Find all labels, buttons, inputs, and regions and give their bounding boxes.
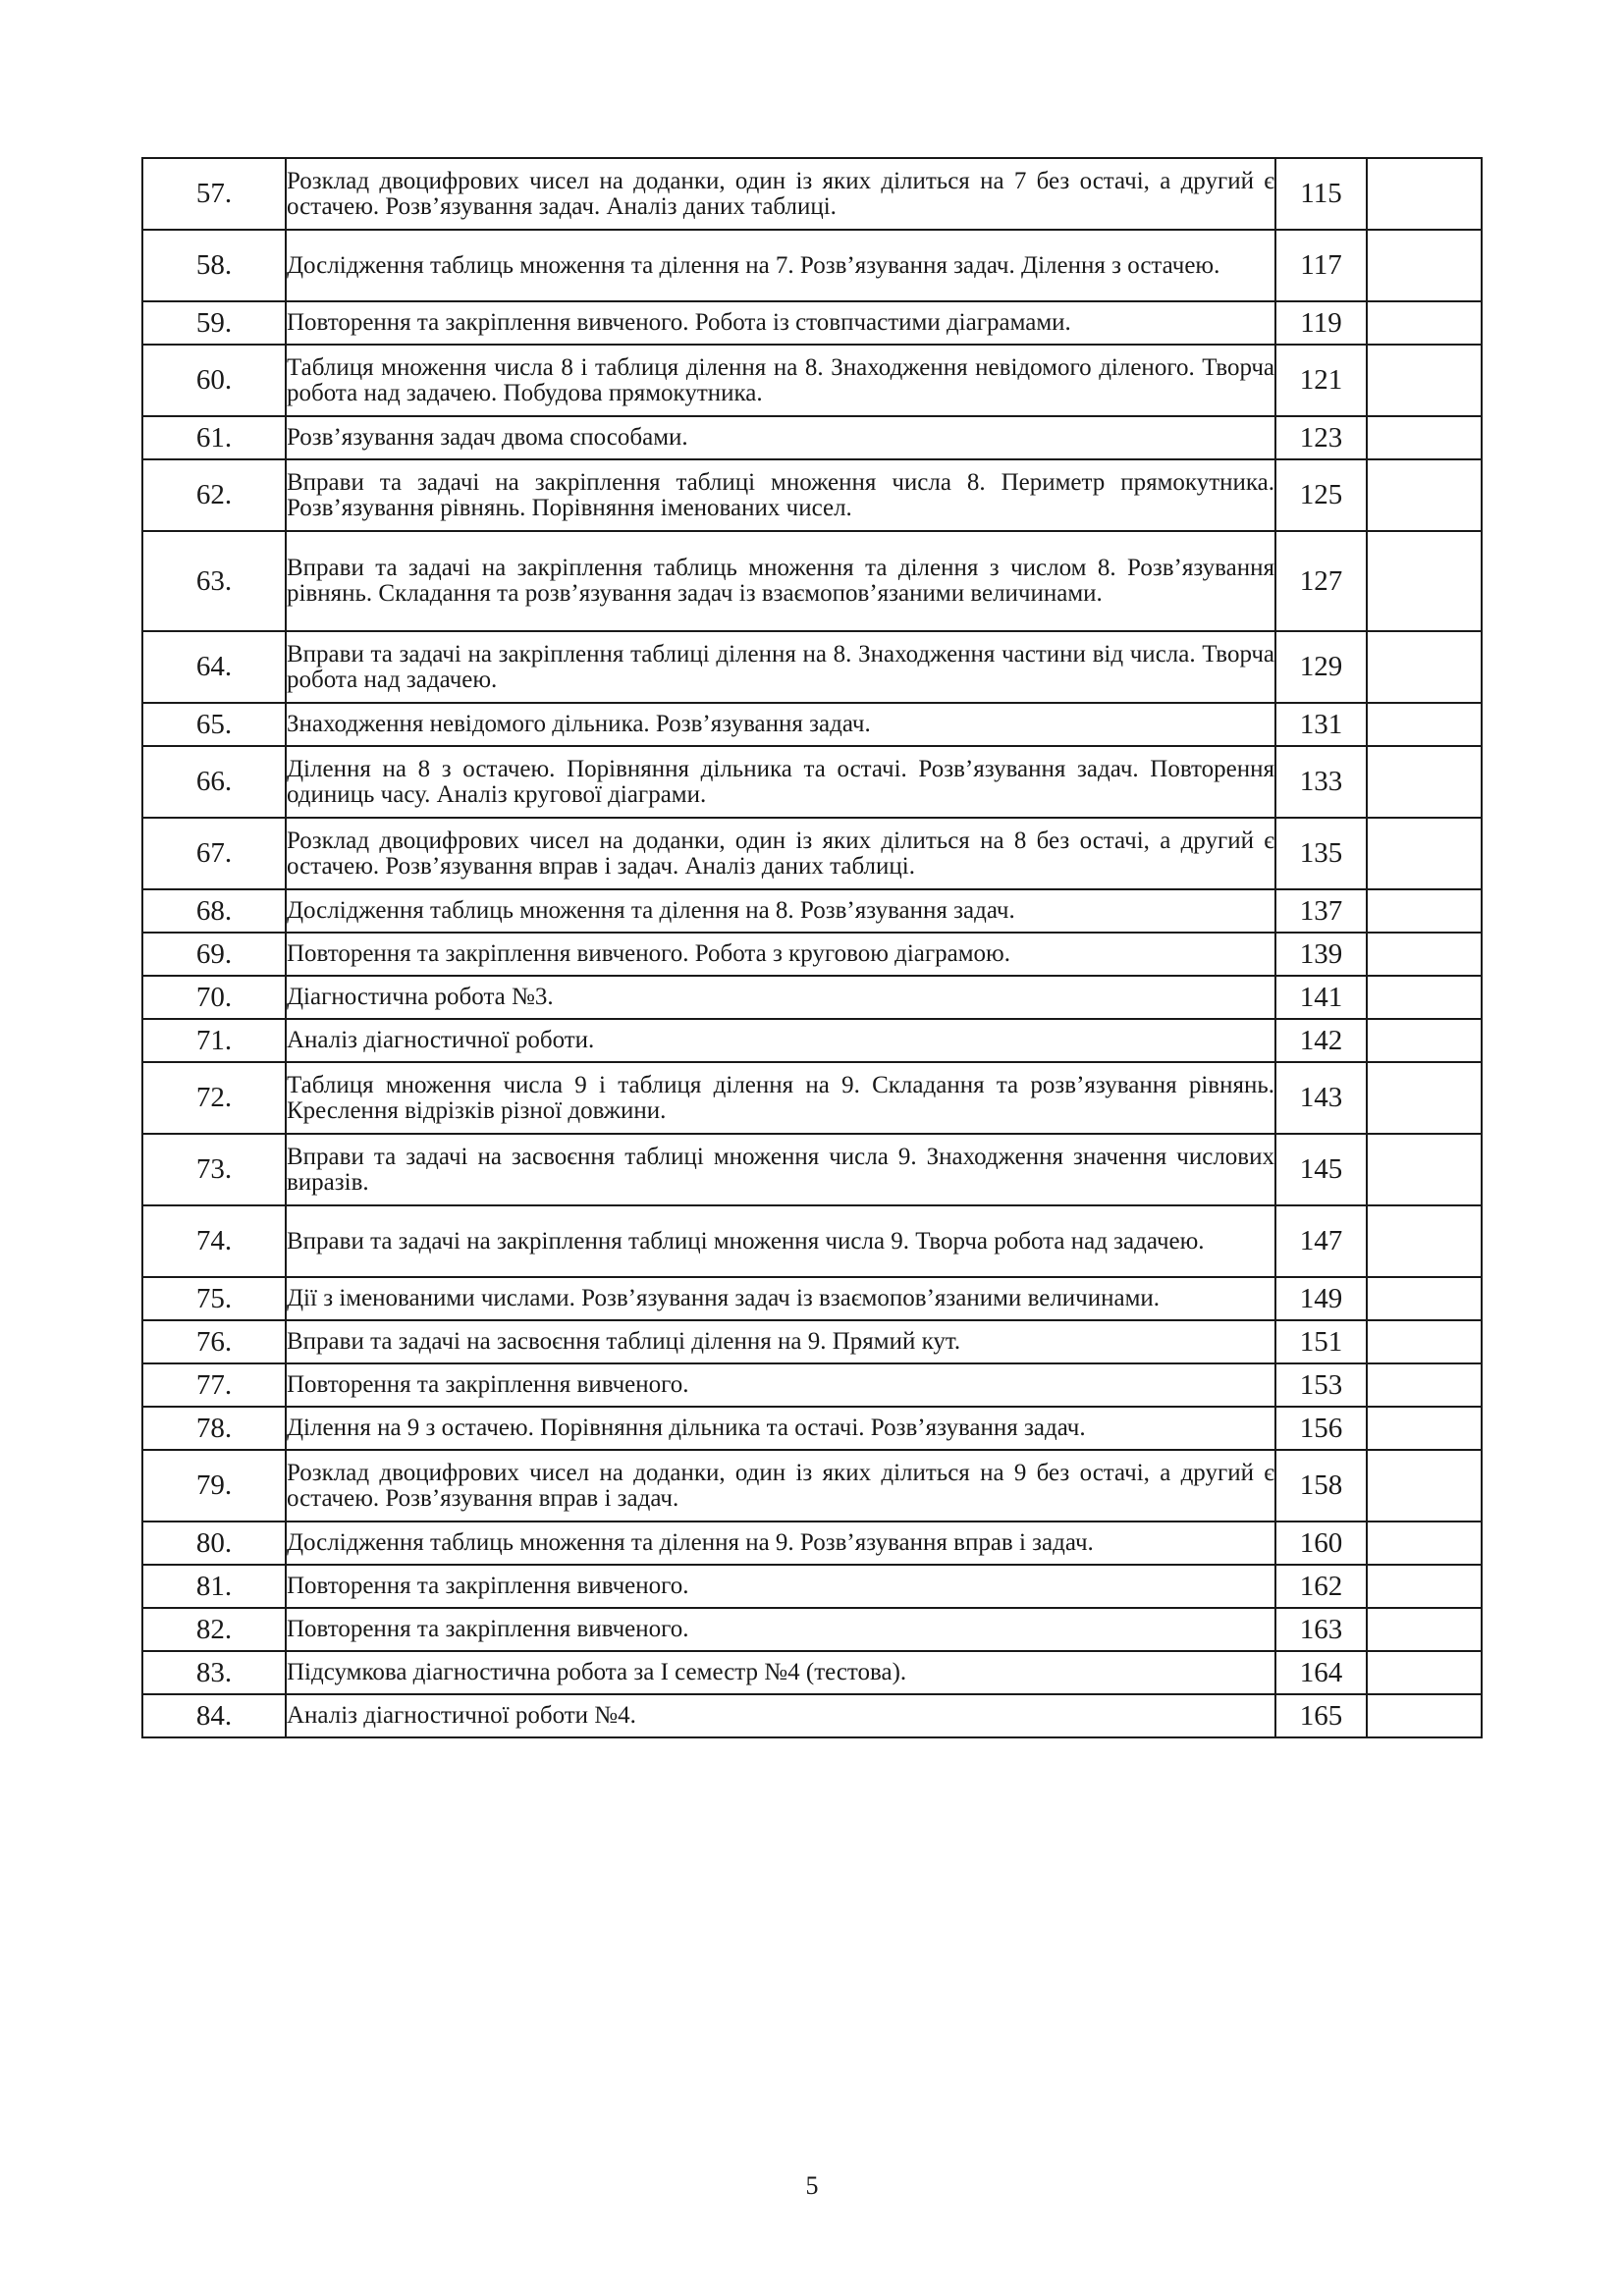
lesson-row — [142, 889, 1482, 933]
lesson-topic: Повторення та закріплення вивченого. — [286, 1608, 1275, 1651]
lesson-topic: Повторення та закріплення вивченого. Робота із стовпчастими діаграмами. — [286, 301, 1275, 345]
lesson-number: 73. — [142, 1134, 286, 1205]
lesson-number: 70. — [142, 976, 286, 1019]
lesson-topic: Повторення та закріплення вивченого. — [286, 1363, 1275, 1407]
lesson-topic: Дослідження таблиць множення та ділення на 9. Розв’язування вправ і задач. — [286, 1522, 1275, 1565]
lesson-row — [142, 1205, 1482, 1277]
lesson-number: 62. — [142, 459, 286, 531]
blank-cell — [1367, 889, 1482, 933]
lesson-topic: Вправи та задачі на засвоєння таблиці ділення на 9. Прямий кут. — [286, 1320, 1275, 1363]
lesson-number: 65. — [142, 703, 286, 746]
lesson-row — [142, 1134, 1482, 1205]
blank-cell — [1367, 1407, 1482, 1450]
contents-table — [141, 157, 1483, 1738]
lesson-topic: Вправи та задачі на закріплення таблиці ділення на 8. Знаходження частини від числа. Творча робота над задачею. — [286, 631, 1275, 703]
lesson-row — [142, 1062, 1482, 1134]
lesson-topic: Таблиця множення числа 9 і таблиця ділення на 9. Складання та розв’язування рівнянь. Креслення відрізків різної довжини. — [286, 1062, 1275, 1134]
blank-cell — [1367, 1277, 1482, 1320]
lesson-number: 79. — [142, 1450, 286, 1522]
lesson-topic: Вправи та задачі на закріплення таблиць множення та ділення з числом 8. Розв’язування рівнянь. Складання та розв’язування задач із взаємопов’язаними величинами. — [286, 531, 1275, 631]
blank-cell — [1367, 301, 1482, 345]
lesson-page: 151 — [1275, 1320, 1367, 1363]
blank-cell — [1367, 459, 1482, 531]
lesson-row — [142, 416, 1482, 459]
lesson-number: 81. — [142, 1565, 286, 1608]
lesson-page: 133 — [1275, 746, 1367, 818]
lesson-row — [142, 301, 1482, 345]
lesson-page: 135 — [1275, 818, 1367, 889]
lesson-topic: Вправи та задачі на закріплення таблиці множення числа 9. Творча робота над задачею. — [286, 1205, 1275, 1277]
lesson-row — [142, 703, 1482, 746]
lesson-row — [142, 1019, 1482, 1062]
lesson-topic: Знаходження невідомого дільника. Розв’язування задач. — [286, 703, 1275, 746]
lesson-number: 76. — [142, 1320, 286, 1363]
lesson-row — [142, 345, 1482, 416]
lesson-row — [142, 1407, 1482, 1450]
lesson-page: 137 — [1275, 889, 1367, 933]
lesson-page: 147 — [1275, 1205, 1367, 1277]
lesson-page: 142 — [1275, 1019, 1367, 1062]
lesson-topic: Дії з іменованими числами. Розв’язування задач із взаємопов’язаними величинами. — [286, 1277, 1275, 1320]
blank-cell — [1367, 631, 1482, 703]
lesson-topic: Вправи та задачі на засвоєння таблиці множення числа 9. Знаходження значення числових виразів. — [286, 1134, 1275, 1205]
lesson-row — [142, 158, 1482, 230]
lesson-number: 71. — [142, 1019, 286, 1062]
lesson-number: 83. — [142, 1651, 286, 1694]
lesson-row — [142, 1608, 1482, 1651]
blank-cell — [1367, 1608, 1482, 1651]
lesson-row — [142, 1522, 1482, 1565]
blank-cell — [1367, 1019, 1482, 1062]
lesson-topic: Розклад двоцифрових чисел на доданки, один із яких ділиться на 9 без остачі, а другий є остачею. Розв’язування вправ і задач. — [286, 1450, 1275, 1522]
lesson-number: 66. — [142, 746, 286, 818]
lesson-topic: Розв’язування задач двома способами. — [286, 416, 1275, 459]
blank-cell — [1367, 1651, 1482, 1694]
lesson-page: 125 — [1275, 459, 1367, 531]
lesson-row — [142, 631, 1482, 703]
lesson-number: 74. — [142, 1205, 286, 1277]
lesson-topic: Підсумкова діагностична робота за І семестр №4 (тестова). — [286, 1651, 1275, 1694]
lesson-page: 127 — [1275, 531, 1367, 631]
lesson-number: 63. — [142, 531, 286, 631]
lesson-topic: Ділення на 9 з остачею. Порівняння дільника та остачі. Розв’язування задач. — [286, 1407, 1275, 1450]
blank-cell — [1367, 158, 1482, 230]
blank-cell — [1367, 976, 1482, 1019]
lesson-number: 59. — [142, 301, 286, 345]
lesson-number: 77. — [142, 1363, 286, 1407]
lesson-number: 58. — [142, 230, 286, 301]
blank-cell — [1367, 230, 1482, 301]
lesson-page: 153 — [1275, 1363, 1367, 1407]
blank-cell — [1367, 1565, 1482, 1608]
lesson-page: 121 — [1275, 345, 1367, 416]
lesson-number: 72. — [142, 1062, 286, 1134]
blank-cell — [1367, 933, 1482, 976]
lesson-row — [142, 230, 1482, 301]
blank-cell — [1367, 1062, 1482, 1134]
blank-cell — [1367, 1320, 1482, 1363]
lesson-page: 129 — [1275, 631, 1367, 703]
lesson-row — [142, 1651, 1482, 1694]
lesson-row — [142, 1565, 1482, 1608]
lesson-page: 115 — [1275, 158, 1367, 230]
lesson-row — [142, 1320, 1482, 1363]
lesson-page: 149 — [1275, 1277, 1367, 1320]
lesson-page: 158 — [1275, 1450, 1367, 1522]
lesson-page: 164 — [1275, 1651, 1367, 1694]
lesson-row — [142, 933, 1482, 976]
lesson-page: 143 — [1275, 1062, 1367, 1134]
blank-cell — [1367, 1694, 1482, 1737]
lesson-row — [142, 1277, 1482, 1320]
lesson-row — [142, 1450, 1482, 1522]
lesson-row — [142, 818, 1482, 889]
lesson-number: 69. — [142, 933, 286, 976]
lesson-row — [142, 1363, 1482, 1407]
lesson-topic: Таблиця множення числа 8 і таблиця ділення на 8. Знаходження невідомого діленого. Творча робота над задачею. Побудова прямокутника. — [286, 345, 1275, 416]
lesson-page: 119 — [1275, 301, 1367, 345]
lesson-page: 145 — [1275, 1134, 1367, 1205]
lesson-topic: Вправи та задачі на закріплення таблиці множення числа 8. Периметр прямокутника. Розв’язування рівнянь. Порівняння іменованих чисел. — [286, 459, 1275, 531]
blank-cell — [1367, 1205, 1482, 1277]
lesson-topic: Розклад двоцифрових чисел на доданки, один із яких ділиться на 7 без остачі, а другий є остачею. Розв’язування задач. Аналіз даних таблиці. — [286, 158, 1275, 230]
lesson-topic: Повторення та закріплення вивченого. Робота з круговою діаграмою. — [286, 933, 1275, 976]
lesson-page: 123 — [1275, 416, 1367, 459]
lesson-topic: Повторення та закріплення вивченого. — [286, 1565, 1275, 1608]
blank-cell — [1367, 1134, 1482, 1205]
lesson-topic: Дослідження таблиць множення та ділення на 7. Розв’язування задач. Ділення з остачею. — [286, 230, 1275, 301]
lesson-number: 57. — [142, 158, 286, 230]
lesson-page: 131 — [1275, 703, 1367, 746]
lesson-page: 139 — [1275, 933, 1367, 976]
blank-cell — [1367, 1522, 1482, 1565]
lesson-topic: Дослідження таблиць множення та ділення на 8. Розв’язування задач. — [286, 889, 1275, 933]
lesson-number: 68. — [142, 889, 286, 933]
blank-cell — [1367, 1450, 1482, 1522]
lesson-page: 165 — [1275, 1694, 1367, 1737]
lesson-row — [142, 746, 1482, 818]
lesson-number: 80. — [142, 1522, 286, 1565]
blank-cell — [1367, 345, 1482, 416]
lesson-row — [142, 459, 1482, 531]
lesson-topic: Аналіз діагностичної роботи. — [286, 1019, 1275, 1062]
lesson-page: 117 — [1275, 230, 1367, 301]
lesson-number: 60. — [142, 345, 286, 416]
lesson-page: 156 — [1275, 1407, 1367, 1450]
lesson-number: 84. — [142, 1694, 286, 1737]
blank-cell — [1367, 531, 1482, 631]
lesson-page: 141 — [1275, 976, 1367, 1019]
lesson-page: 160 — [1275, 1522, 1367, 1565]
lesson-topic: Розклад двоцифрових чисел на доданки, один із яких ділиться на 8 без остачі, а другий є остачею. Розв’язування вправ і задач. Аналіз даних таблиці. — [286, 818, 1275, 889]
lesson-number: 61. — [142, 416, 286, 459]
lesson-topic: Ділення на 8 з остачею. Порівняння дільника та остачі. Розв’язування задач. Повторення одиниць часу. Аналіз кругової діаграми. — [286, 746, 1275, 818]
page-number: 5 — [805, 2171, 819, 2200]
blank-cell — [1367, 703, 1482, 746]
lesson-number: 64. — [142, 631, 286, 703]
lesson-number: 78. — [142, 1407, 286, 1450]
lesson-number: 82. — [142, 1608, 286, 1651]
blank-cell — [1367, 746, 1482, 818]
blank-cell — [1367, 818, 1482, 889]
lesson-row — [142, 531, 1482, 631]
lesson-row — [142, 976, 1482, 1019]
lesson-number: 67. — [142, 818, 286, 889]
lesson-number: 75. — [142, 1277, 286, 1320]
lesson-row — [142, 1694, 1482, 1737]
lesson-topic: Діагностична робота №3. — [286, 976, 1275, 1019]
blank-cell — [1367, 416, 1482, 459]
lesson-page: 162 — [1275, 1565, 1367, 1608]
blank-cell — [1367, 1363, 1482, 1407]
lesson-topic: Аналіз діагностичної роботи №4. — [286, 1694, 1275, 1737]
lesson-page: 163 — [1275, 1608, 1367, 1651]
